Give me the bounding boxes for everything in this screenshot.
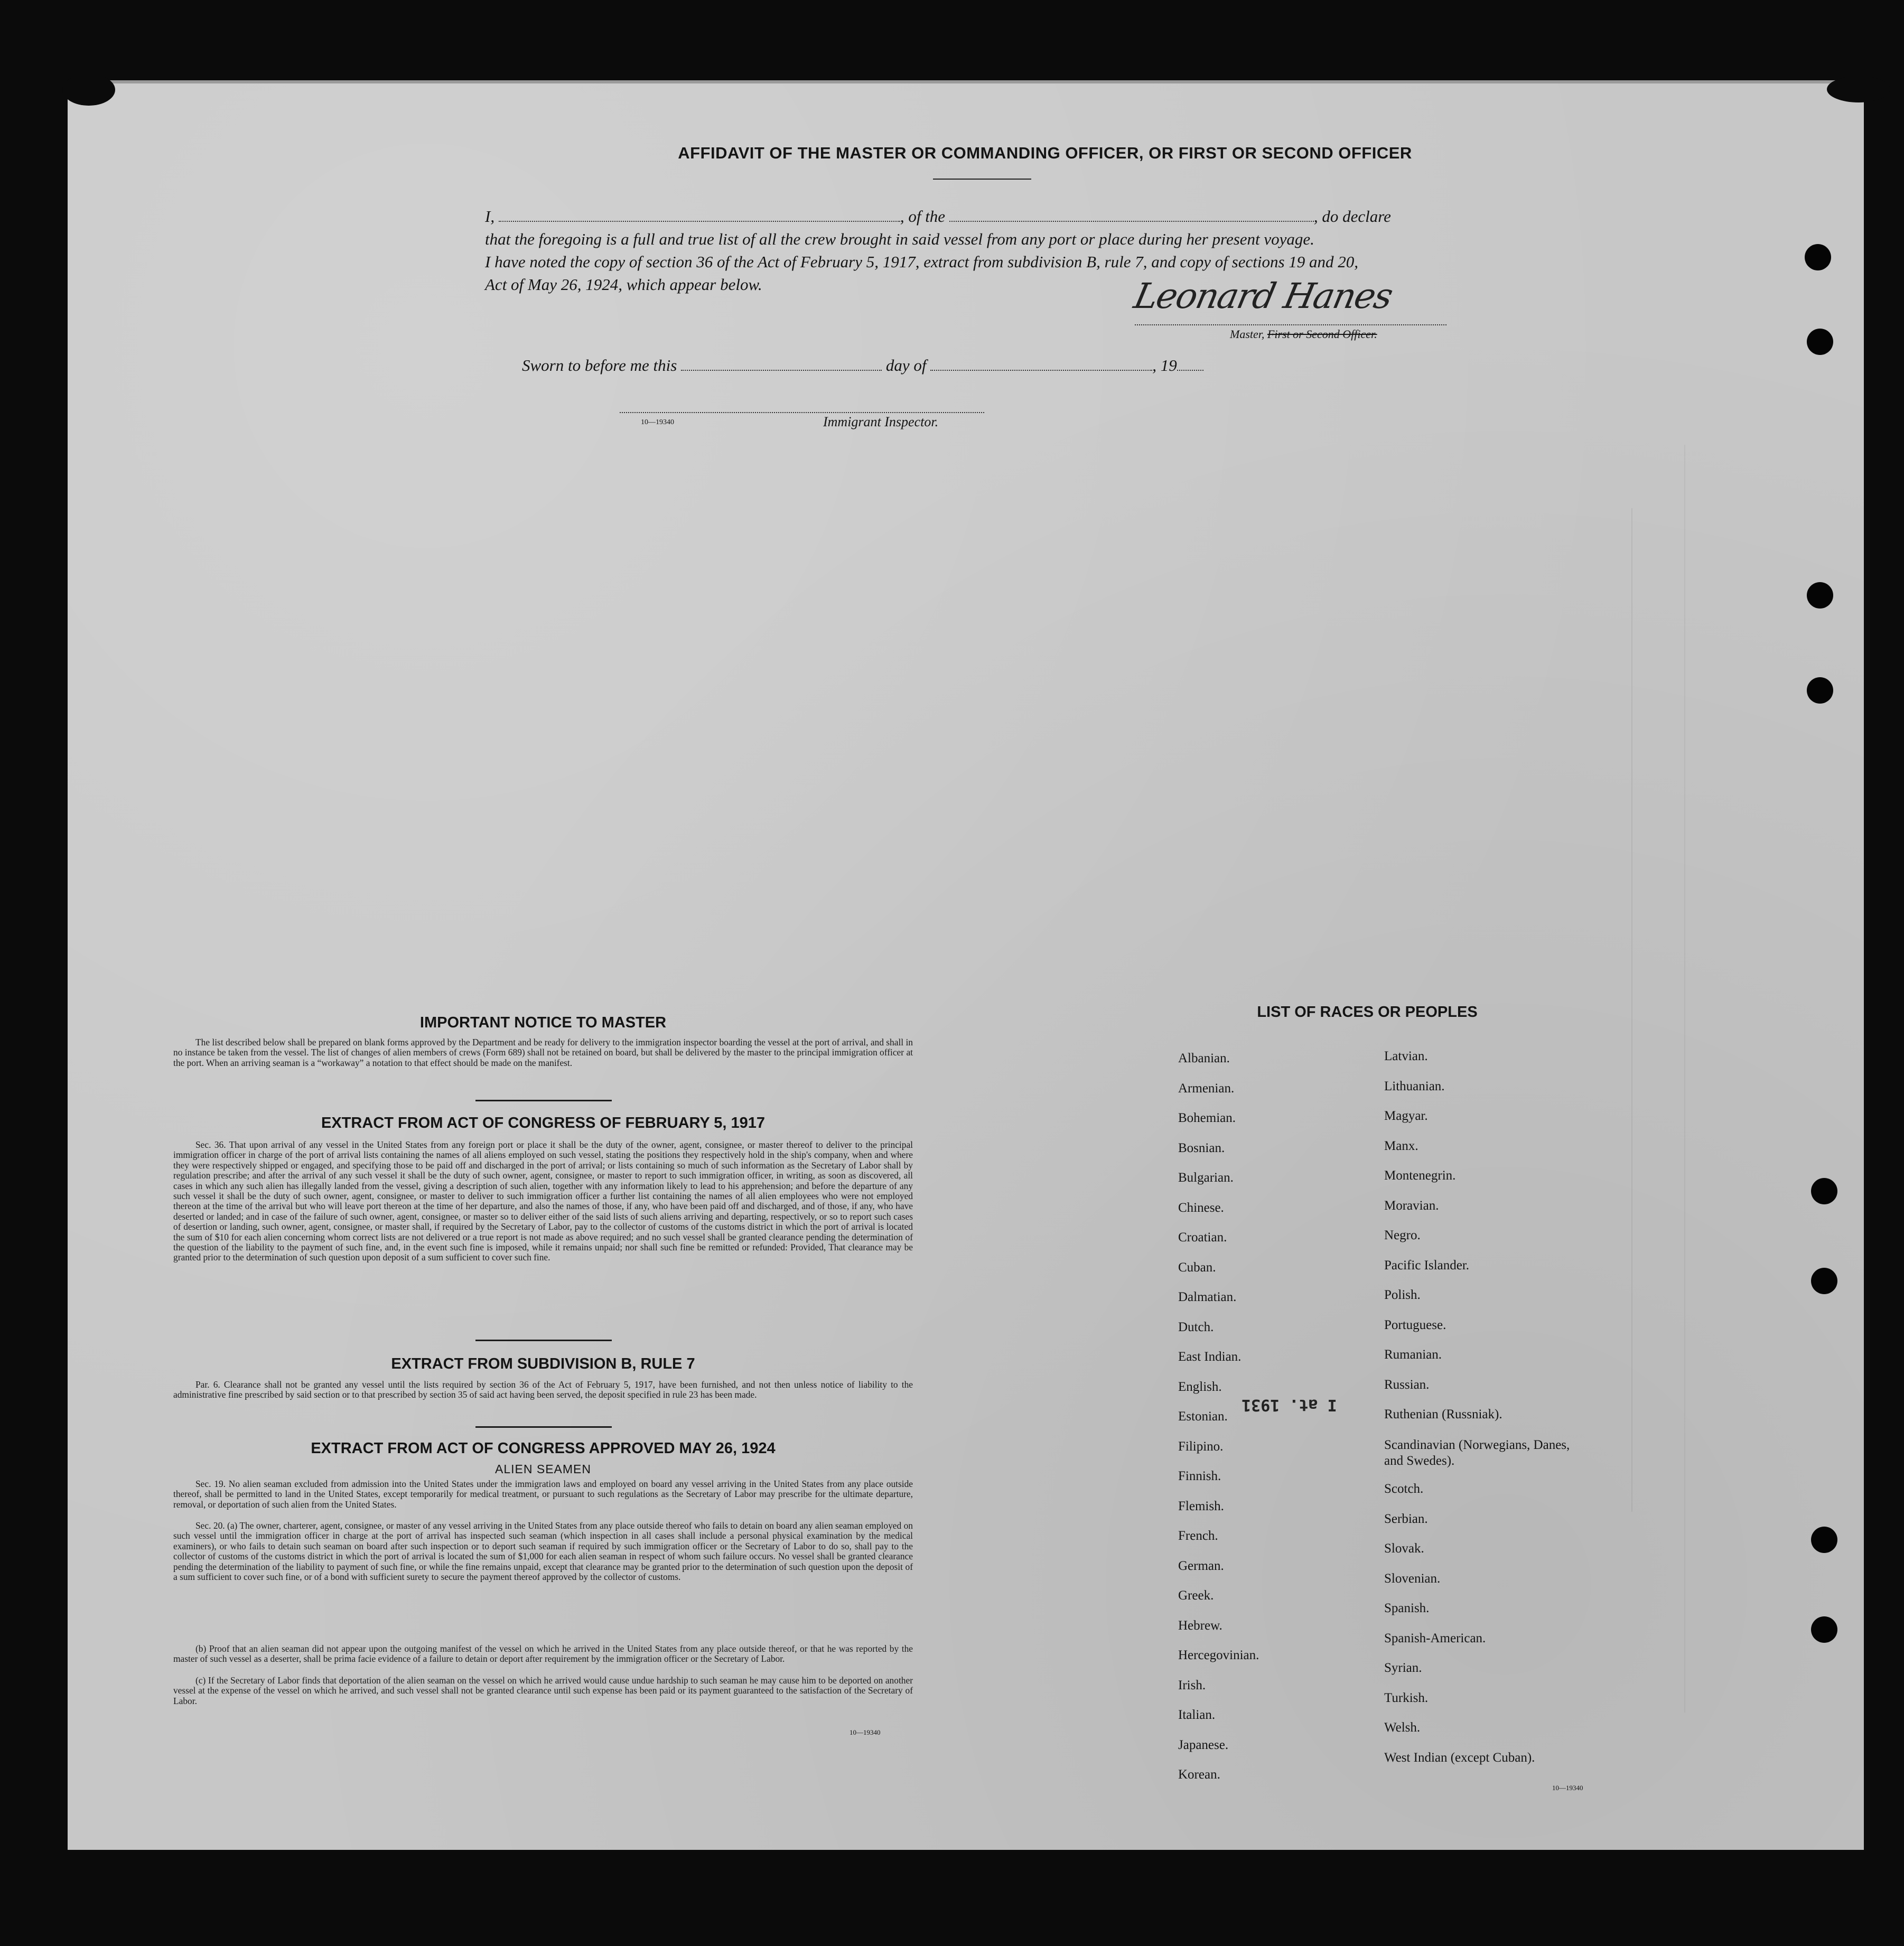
affidavit-declare: , do declare bbox=[1313, 207, 1391, 226]
race-item: Scandinavian (Norwegians, Danes, and Swedes). bbox=[1384, 1437, 1570, 1468]
master-signature: Leonard Hanes bbox=[1130, 276, 1396, 316]
race-item: Bohemian. bbox=[1178, 1111, 1236, 1125]
extract-1917-text: Sec. 36. That upon arrival of any vessel in the United States from any foreign port or place it shall be the duty of the owner, agent, consignee, or master thereof to deliver to the principal immigration officer in charge of the port of arrival lists containing the names of all aliens employed on such vessel, stating the positions they respectively hold in the ship's company, when and where they were respectively shipped or engaged, and specifying those to be paid off and discharged in the port of arrival; or lists containing so much of such information as the Secretary of Labor shall by regulation prescribe; and after the arrival of any such vessel it shall be the duty of such owner, agent, consignee, or master to report to such immigration officer, in writing, as soon as discovered, all cases in which any such alien has illegally landed from the vessel, giving a description of such alien, together with any information likely to lead to his apprehension; and before the departure of any such vessel it shall be the duty of such owner, agent, consignee, or master to deliver to such immigration officer a further list containing the names of all alien employees who were not employed thereon at the time of the arrival but who will leave port thereon at the time of her departure, and also the names of those, if any, who have been paid off and discharged, and of those, if any, who have deserted or landed; and in case of the failure of such owner, agent, consignee, or master so to deliver either of the said lists of such aliens arriving and departing, respectively, or so to report such cases of desertion or landing, such owner, agent, consignee, or master shall, if required by the Secretary of Labor, pay to the collector of customs of the customs district in which the port of arrival is located the sum of $10 for each alien concerning whom correct lists are not delivered or a true report is not made as above required; and no such vessel shall be granted clearance pending the determination of the question of the liability to the payment of such fine, and, in the event such fine is imposed, while it remains unpaid; nor shall such fine be remitted or refunded: Provided, That clearance may be granted prior to the determination of such question upon deposit of a sum sufficient to cover such fine. bbox=[173, 1139, 913, 1263]
race-item: German. bbox=[1178, 1558, 1224, 1573]
races-title: LIST OF RACES OR PEOPLES bbox=[1257, 1004, 1478, 1021]
sheet-edge bbox=[68, 80, 1864, 83]
vessel-name-blank bbox=[949, 209, 1314, 222]
torn-corner bbox=[1827, 76, 1890, 102]
rule7-title: EXTRACT FROM SUBDIVISION B, RULE 7 bbox=[391, 1355, 695, 1372]
race-item: Pacific Islander. bbox=[1384, 1258, 1470, 1273]
signature-line bbox=[1135, 324, 1446, 325]
officer-label-struck: First or Second Officer. bbox=[1267, 328, 1377, 341]
title-underline bbox=[933, 179, 1031, 180]
race-item: Flemish. bbox=[1178, 1499, 1224, 1513]
punch-hole bbox=[1811, 1268, 1837, 1294]
race-item: Chinese. bbox=[1178, 1200, 1224, 1215]
race-item: Albanian. bbox=[1178, 1051, 1230, 1065]
race-item: Hebrew. bbox=[1178, 1618, 1222, 1633]
sworn-text: Sworn to before me this bbox=[522, 356, 677, 375]
sec19-text: Sec. 19. No alien seaman excluded from admission into the United States under the immigration laws and employed on board any vessel arriving in the United States from any place outside thereof, shall be permitted to land in the United States, except temporarily for medical treatment, or pursuant to such regulations as the Secretary of Labor may prescribe for the ultimate departure, removal, or deportation of such alien from the United States. bbox=[173, 1479, 913, 1510]
form-number: 10—19340 bbox=[850, 1728, 881, 1736]
race-item: Serbian. bbox=[1384, 1511, 1428, 1526]
race-item: Manx. bbox=[1384, 1138, 1418, 1153]
race-item: Polish. bbox=[1384, 1288, 1421, 1302]
race-item: Irish. bbox=[1178, 1678, 1206, 1692]
race-item: Slovak. bbox=[1384, 1541, 1424, 1556]
master-name-blank bbox=[499, 209, 900, 222]
punch-hole bbox=[1805, 244, 1831, 270]
race-item: Montenegrin. bbox=[1384, 1168, 1456, 1183]
race-item: Bulgarian. bbox=[1178, 1171, 1234, 1185]
race-item: West Indian (except Cuban). bbox=[1384, 1750, 1535, 1765]
sec20c-text: (c) If the Secretary of Labor finds that deportation of the alien seaman on the vessel on which he arrived would cause undue hardship to such seaman he may cause him to be deported on another vessel at the expense of the vessel on which he arrived, and such vessel shall not be granted clearance until such expense has been paid or its payment guaranteed to the satisfaction of the Secretary of Labor. bbox=[173, 1675, 913, 1706]
sworn-line bbox=[522, 356, 1203, 375]
punch-hole bbox=[1811, 1527, 1837, 1553]
rule7-text: Par. 6. Clearance shall not be granted any vessel until the lists required by section 36 of the Act of February 5, 1917, have been furnished, and not then unless notice of liability to the administrative fine prescribed by said section or to that prescribed by section 35 of said act having been served, the deposit specified in rule 23 has been made. bbox=[173, 1379, 913, 1400]
notice-text: The list described below shall be prepared on blank forms approved by the Department and be ready for delivery to the immigration inspector boarding the vessel at the port of arrival, and shall in no instance be taken from the vessel. The list of changes of alien members of crews (Form 689) shall not be retained on board, but shall be delivered by the master to the principal immigration officer at the port. When an arriving seaman is a “workaway” a notation to that effect should be made on the manifest. bbox=[173, 1037, 913, 1068]
extract-1924-title: EXTRACT FROM ACT OF CONGRESS APPROVED MAY 26, 1924 bbox=[311, 1440, 776, 1457]
affidavit-line-2: that the foregoing is a full and true list of all the crew brought in said vessel from any port or place during her present voyage. bbox=[485, 230, 1314, 248]
sec20a-text: Sec. 20. (a) The owner, charterer, agent, consignee, or master of any vessel arriving in the United States from any place outside thereof who fails to detain on board any alien seaman employed on such vessel until the immigration officer in charge at the port of arrival has inspected such seaman (which inspection in all cases shall include a personal physical examination by the medical examiners), or who fails to detain such seaman on board after such inspection or to deport such seaman if required by such immigration officer or the Secretary of Labor to do so, shall pay to the collector of customs of the customs district in which the port of arrival is located the sum of $1,000 for each alien seaman in respect of whom such failure occurs. No vessel shall be granted clearance pending the determination of the liability to payment of such fine, or while the fine remains unpaid, except that clearance may be granted prior to the determination of such question upon the deposit of a sum sufficient to cover such fine, or of a bond with sufficient surety to secure the payment thereof approved by the collector of customs. bbox=[173, 1520, 913, 1583]
alien-seamen-subtitle: ALIEN SEAMEN bbox=[495, 1462, 591, 1476]
punch-hole bbox=[1811, 1616, 1837, 1643]
race-item: Portuguese. bbox=[1384, 1317, 1446, 1332]
race-item: Latvian. bbox=[1384, 1049, 1428, 1063]
affidavit-title: AFFIDAVIT OF THE MASTER OR COMMANDING OFFICER, OR FIRST OR SECOND OFFICER bbox=[678, 144, 1412, 162]
sworn-day-blank bbox=[681, 358, 882, 371]
document-sheet bbox=[68, 80, 1864, 1850]
affidavit-of-the: , of the bbox=[900, 207, 946, 226]
race-item: Finnish. bbox=[1178, 1469, 1221, 1483]
race-item: Korean. bbox=[1178, 1767, 1220, 1782]
race-item: Spanish-American. bbox=[1384, 1631, 1486, 1645]
race-item: Moravian. bbox=[1384, 1198, 1439, 1213]
section-divider bbox=[475, 1100, 612, 1101]
race-item: Scotch. bbox=[1384, 1482, 1424, 1496]
race-item: Armenian. bbox=[1178, 1081, 1235, 1096]
race-item: English. bbox=[1178, 1379, 1222, 1394]
day-of-text: day of bbox=[885, 356, 927, 375]
race-item: East Indian. bbox=[1178, 1350, 1242, 1364]
race-item: Italian. bbox=[1178, 1708, 1216, 1722]
section-divider bbox=[475, 1340, 612, 1341]
race-item: Russian. bbox=[1384, 1377, 1430, 1392]
race-item: Cuban. bbox=[1178, 1260, 1216, 1275]
affidavit-i: I, bbox=[485, 207, 495, 226]
inspector-signature-line bbox=[620, 412, 984, 413]
race-item: Estonian. bbox=[1178, 1409, 1228, 1424]
sworn-month-blank bbox=[930, 358, 1152, 371]
affidavit-line-3: I have noted the copy of section 36 of the Act of February 5, 1917, extract from subdivision B, rule 7, and copy of sections 19 and 20, bbox=[485, 252, 1359, 271]
bleed-through-column bbox=[1684, 445, 1844, 1713]
race-item: Dutch. bbox=[1178, 1320, 1214, 1334]
affidavit-line-4: Act of May 26, 1924, which appear below. bbox=[485, 275, 762, 294]
punch-hole bbox=[1807, 677, 1833, 704]
race-item: Negro. bbox=[1384, 1228, 1421, 1242]
race-item: Rumanian. bbox=[1384, 1348, 1442, 1362]
race-item: Bosnian. bbox=[1178, 1140, 1225, 1155]
race-item: Croatian. bbox=[1178, 1230, 1227, 1245]
torn-corner bbox=[62, 74, 115, 106]
year-prefix: , 19 bbox=[1152, 356, 1177, 375]
race-item: Filipino. bbox=[1178, 1439, 1224, 1454]
race-item: Japanese. bbox=[1178, 1737, 1229, 1752]
race-item: Magyar. bbox=[1384, 1109, 1428, 1123]
punch-hole bbox=[1811, 1178, 1837, 1204]
inspector-label: Immigrant Inspector. bbox=[823, 414, 939, 429]
sec20b-text: (b) Proof that an alien seaman did not appear upon the outgoing manifest of the vessel on which he arrived in the United States from any place outside thereof, or that he was reported by the master of such vessel as a deserter, shall be prima facie evidence of a failure to detain or deport after requirement by the immigration officer or the Secretary of Labor. bbox=[173, 1643, 913, 1664]
race-item: Spanish. bbox=[1384, 1601, 1430, 1615]
form-number: 10—19340 bbox=[641, 418, 674, 426]
race-item: Hercegovinian. bbox=[1178, 1648, 1259, 1662]
section-divider bbox=[475, 1426, 612, 1428]
punch-hole bbox=[1807, 329, 1833, 355]
race-item: Ruthenian (Russniak). bbox=[1384, 1407, 1502, 1421]
race-item: Greek. bbox=[1178, 1588, 1214, 1603]
affidavit-line-1 bbox=[485, 207, 1391, 226]
rubber-stamp: I at. 1931 bbox=[1242, 1396, 1337, 1414]
year-blank bbox=[1177, 358, 1203, 371]
bleed-through-text bbox=[934, 445, 941, 458]
form-number: 10—19340 bbox=[1552, 1784, 1583, 1792]
master-caption bbox=[1230, 328, 1377, 341]
race-item: French. bbox=[1178, 1529, 1218, 1543]
race-item: Syrian. bbox=[1384, 1661, 1422, 1675]
race-item: Dalmatian. bbox=[1178, 1290, 1237, 1304]
punch-hole bbox=[1807, 582, 1833, 609]
master-label: Master, bbox=[1230, 328, 1265, 341]
race-item: Slovenian. bbox=[1384, 1571, 1441, 1586]
race-item: Welsh. bbox=[1384, 1720, 1421, 1735]
race-item: Lithuanian. bbox=[1384, 1079, 1445, 1093]
extract-1917-title: EXTRACT FROM ACT OF CONGRESS OF FEBRUARY 5, 1917 bbox=[321, 1115, 766, 1131]
race-item: Turkish. bbox=[1384, 1690, 1429, 1705]
notice-title: IMPORTANT NOTICE TO MASTER bbox=[419, 1014, 667, 1031]
